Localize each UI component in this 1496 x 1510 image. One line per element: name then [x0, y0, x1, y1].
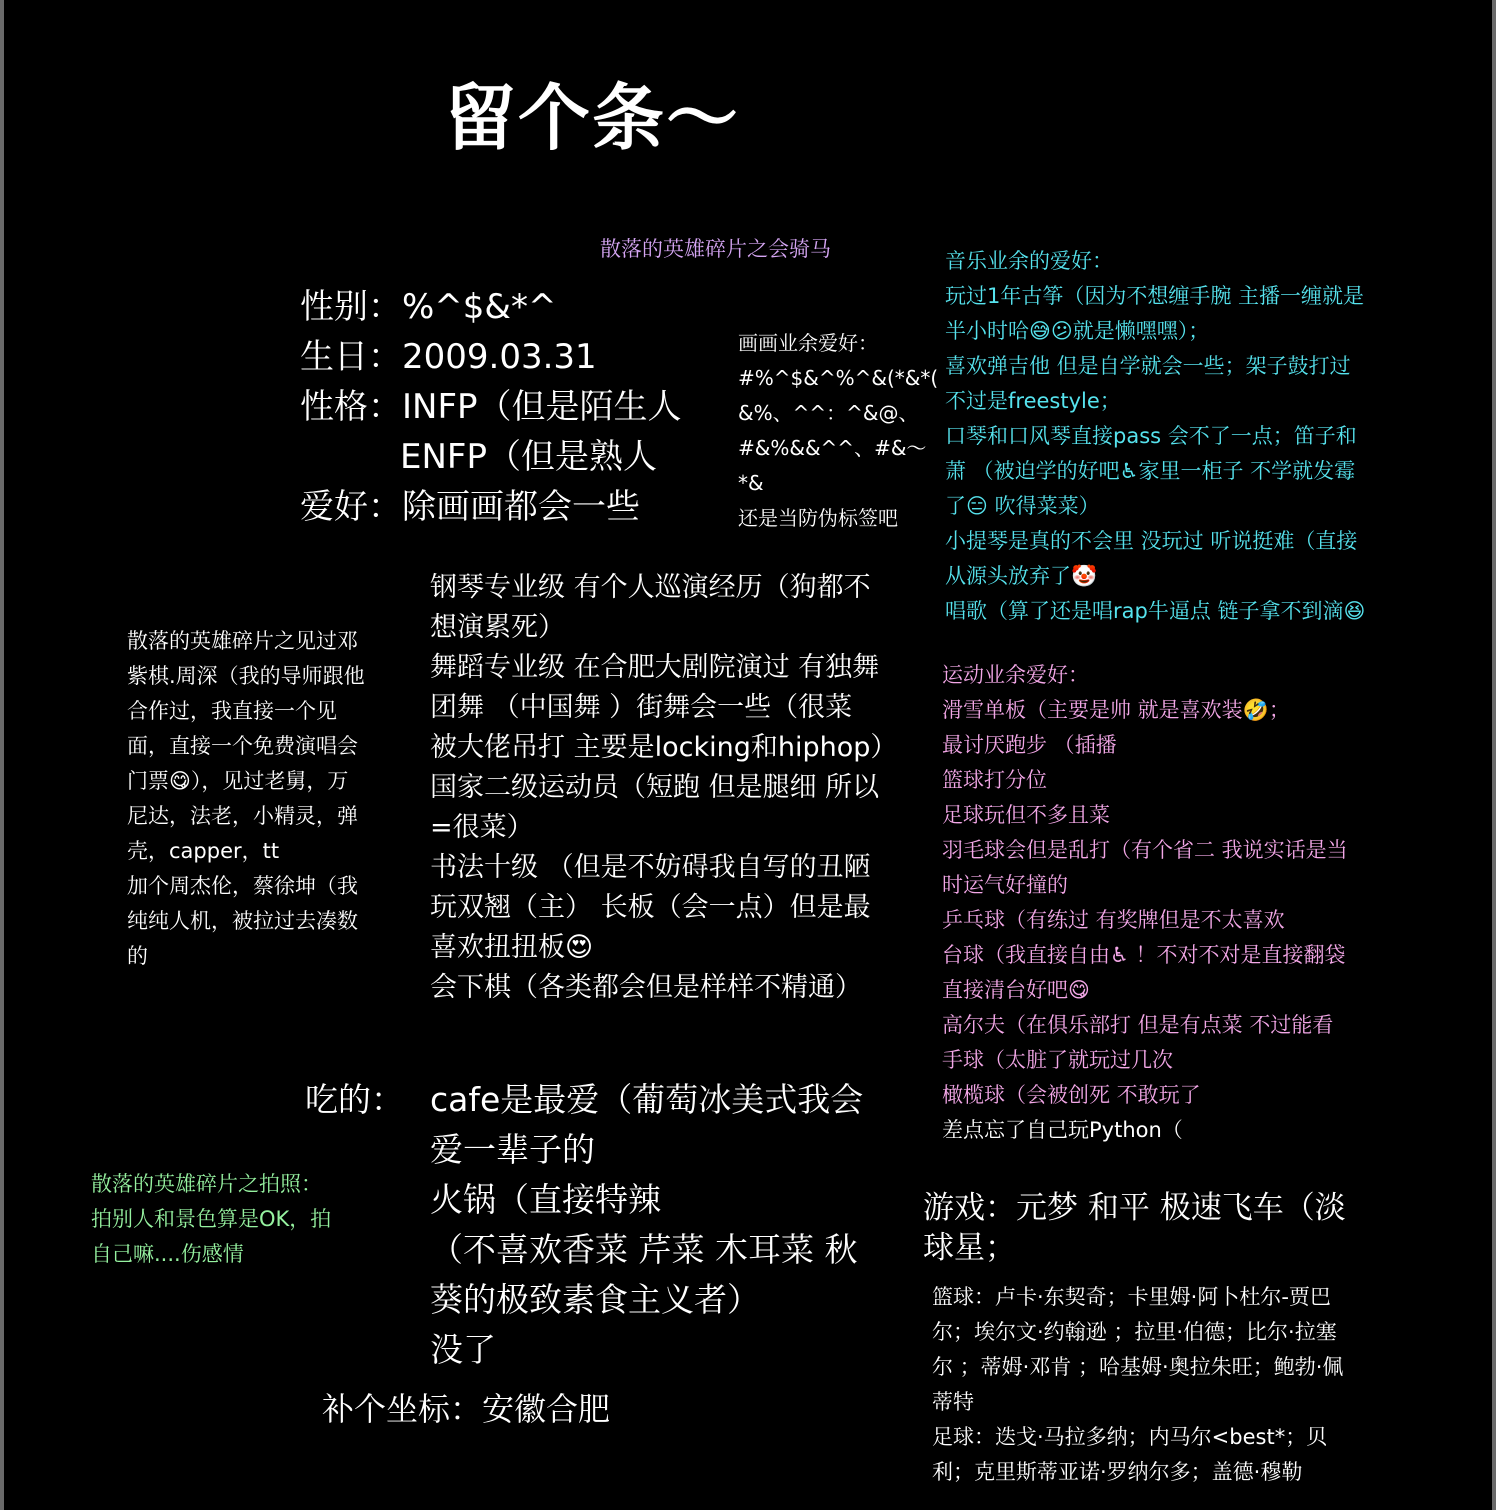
music-hobby-line: 不过是freestyle；	[945, 389, 1121, 413]
athletes-line: 篮球：卢卡·东契奇；卡里姆·阿卜杜尔-贾巴	[932, 1285, 1331, 1309]
sports-hobby-line: 乒乓球（有练过 有奖牌但是不太喜欢	[942, 908, 1285, 932]
drawing-hobby-line: 还是当防伪标签吧	[738, 506, 898, 530]
page-title: 留个条～	[444, 76, 741, 160]
sports-hobby-line: 橄榄球（会被创死 不敢玩了	[942, 1083, 1201, 1107]
location-line: 补个坐标：安徽合肥	[322, 1390, 611, 1428]
celebrities-line: 门票😋），见过老舅，万	[127, 769, 349, 793]
athletes-line: 尔；埃尔文·约翰逊 ；拉里·伯德；比尔·拉塞	[932, 1320, 1337, 1344]
music-hobby-line: 口琴和口风琴直接pass 会不了一点；笛子和	[945, 424, 1357, 448]
celebrities-line: 紫棋.周深（我的导师跟他	[127, 664, 365, 688]
music-hobby-line: 小提琴是真的不会里 没玩过 听说挺难（直接	[945, 529, 1358, 553]
games-block	[923, 1188, 1346, 1268]
sports-hobby-line: 最讨厌跑步 （插播	[942, 733, 1117, 757]
food-line: 没了	[430, 1330, 496, 1369]
favorite-athletes-block	[932, 1280, 1343, 1490]
music-hobby-line: 从源头放弃了🤡	[945, 564, 1098, 588]
music-hobby-line: 玩过1年古筝（因为不想缠手腕 主播一缠就是	[945, 284, 1365, 308]
skills-line: =很菜）	[430, 812, 534, 843]
photography-note-line: 散落的英雄碎片之拍照：	[91, 1172, 322, 1196]
athletes-line: 足球：迭戈·马拉多纳；内马尔<best*；贝	[932, 1425, 1328, 1449]
food-line: 葵的极致素食主义者）	[430, 1280, 760, 1319]
music-hobby-line: 唱歌（算了还是唱rap牛逼点 链子拿不到滴😆	[945, 599, 1366, 623]
skills-line: 会下棋（各类都会但是样样不精通）	[430, 972, 862, 1003]
music-hobby-heading: 音乐业余的爱好：	[945, 249, 1113, 273]
sports-hobby-line: 滑雪单板（主要是帅 就是喜欢装🤣；	[942, 698, 1290, 722]
drawing-hobby-line: *&	[738, 471, 764, 495]
music-hobby-line: 了😑 吹得菜菜）	[945, 494, 1100, 518]
food-line: cafe是最爱（葡萄冰美式我会	[430, 1080, 864, 1119]
skills-line: 被大佬吊打 主要是locking和hiphop）	[430, 732, 898, 763]
celebrities-line: 合作过，我直接一个见	[127, 699, 337, 723]
sports-hobby-line: 时运气好撞的	[942, 873, 1068, 897]
skills-line: 喜欢扭扭板😍	[430, 932, 594, 963]
birthday-line: 生日：2009.03.31	[300, 337, 597, 377]
personality-line-1: 性格：INFP（但是陌生人	[300, 387, 682, 427]
skills-line: 舞蹈专业级 在合肥大剧院演过 有独舞	[430, 652, 880, 683]
sports-hobby-line: 高尔夫（在俱乐部打 但是有点菜 不过能看	[942, 1013, 1334, 1037]
food-line: 爱一辈子的	[430, 1130, 595, 1169]
celebrities-line: 尼达，法老，小精灵，弹	[127, 804, 358, 828]
personality-line-2: ENFP（但是熟人	[400, 437, 657, 477]
athletes-line: 利；克里斯蒂亚诺·罗纳尔多；盖德·穆勒	[932, 1460, 1303, 1484]
celebrities-line: 的	[127, 944, 148, 968]
drawing-hobby-block	[738, 326, 938, 536]
sports-hobby-line: 差点忘了自己玩Python（	[942, 1118, 1183, 1142]
celebrities-line: 面，直接一个免费演唱会	[127, 734, 358, 758]
drawing-hobby-line: #&%&&^^、#&～	[738, 436, 927, 460]
sports-hobby-heading: 运动业余爱好：	[942, 663, 1089, 687]
music-hobby-line: 喜欢弹吉他 但是自学就会一些；架子鼓打过	[945, 354, 1351, 378]
food-label: 吃的：	[305, 1080, 404, 1119]
hobby-line: 爱好：除画画都会一些	[300, 487, 640, 527]
sports-hobby-line: 手球（太脏了就玩过几次	[942, 1048, 1173, 1072]
skills-block	[430, 568, 897, 1008]
food-line: 火锅（直接特辣	[430, 1180, 661, 1219]
drawing-hobby-line: 画画业余爱好：	[738, 331, 878, 355]
skills-line: 想演累死）	[430, 612, 565, 643]
celebrities-met-block	[127, 624, 365, 974]
skills-line: 书法十级 （但是不妨碍我自写的丑陋	[430, 852, 871, 883]
celebrities-line: 壳，capper，tt	[127, 839, 280, 863]
skills-line: 玩双翘（主） 长板（会一点）但是最	[430, 892, 871, 923]
basic-info-block	[300, 282, 682, 532]
sports-hobby-line: 直接清台好吧😋	[942, 978, 1090, 1002]
sports-hobby-line: 篮球打分位	[942, 768, 1047, 792]
photography-note-line: 拍别人和景色算是OK，拍	[91, 1207, 332, 1231]
sports-hobby-line: 台球（我直接自由♿ ！不对不对是直接翻袋	[942, 943, 1346, 967]
photography-note-block	[91, 1167, 331, 1272]
drawing-hobby-line: &%、^^：^&@、	[738, 401, 919, 425]
celebrities-line: 纯纯人机，被拉过去凑数	[127, 909, 358, 933]
caption-horse-riding: 散落的英雄碎片之会骑马	[600, 237, 831, 261]
food-list	[430, 1075, 863, 1375]
athletes-line: 尔 ；蒂姆·邓肯 ；哈基姆·奥拉朱旺；鲍勃·佩	[932, 1355, 1344, 1379]
sports-hobby-line: 足球玩但不多且菜	[942, 803, 1110, 827]
music-hobby-line: 半小时哈😅😕就是懒嘿嘿）；	[945, 319, 1210, 343]
skills-line: 国家二级运动员（短跑 但是腿细 所以	[430, 772, 880, 803]
sports-hobby-block	[942, 658, 1348, 1148]
food-line: （不喜欢香菜 芹菜 木耳菜 秋	[430, 1230, 858, 1269]
celebrities-line: 加个周杰伦，蔡徐坤（我	[127, 874, 358, 898]
skills-line: 团舞 （中国舞 ）街舞会一些（很菜	[430, 692, 853, 723]
games-line: 球星；	[923, 1230, 1016, 1266]
sports-hobby-line: 羽毛球会但是乱打（有个省二 我说实话是当	[942, 838, 1348, 862]
music-hobby-line: 萧 （被迫学的好吧♿家里一柜子 不学就发霉	[945, 459, 1356, 483]
music-hobby-block	[945, 244, 1365, 629]
photography-note-line: 自己嘛....伤感情	[91, 1242, 244, 1266]
gender-line: 性别：%^$&*^	[300, 287, 557, 327]
athletes-line: 蒂特	[932, 1390, 974, 1414]
skills-line: 钢琴专业级 有个人巡演经历（狗都不	[430, 572, 871, 603]
celebrities-line: 散落的英雄碎片之见过邓	[127, 629, 358, 653]
games-line: 游戏：元梦 和平 极速飞车（淡	[923, 1190, 1346, 1226]
drawing-hobby-line: #%^$&^%^&(*&*(	[738, 366, 939, 390]
